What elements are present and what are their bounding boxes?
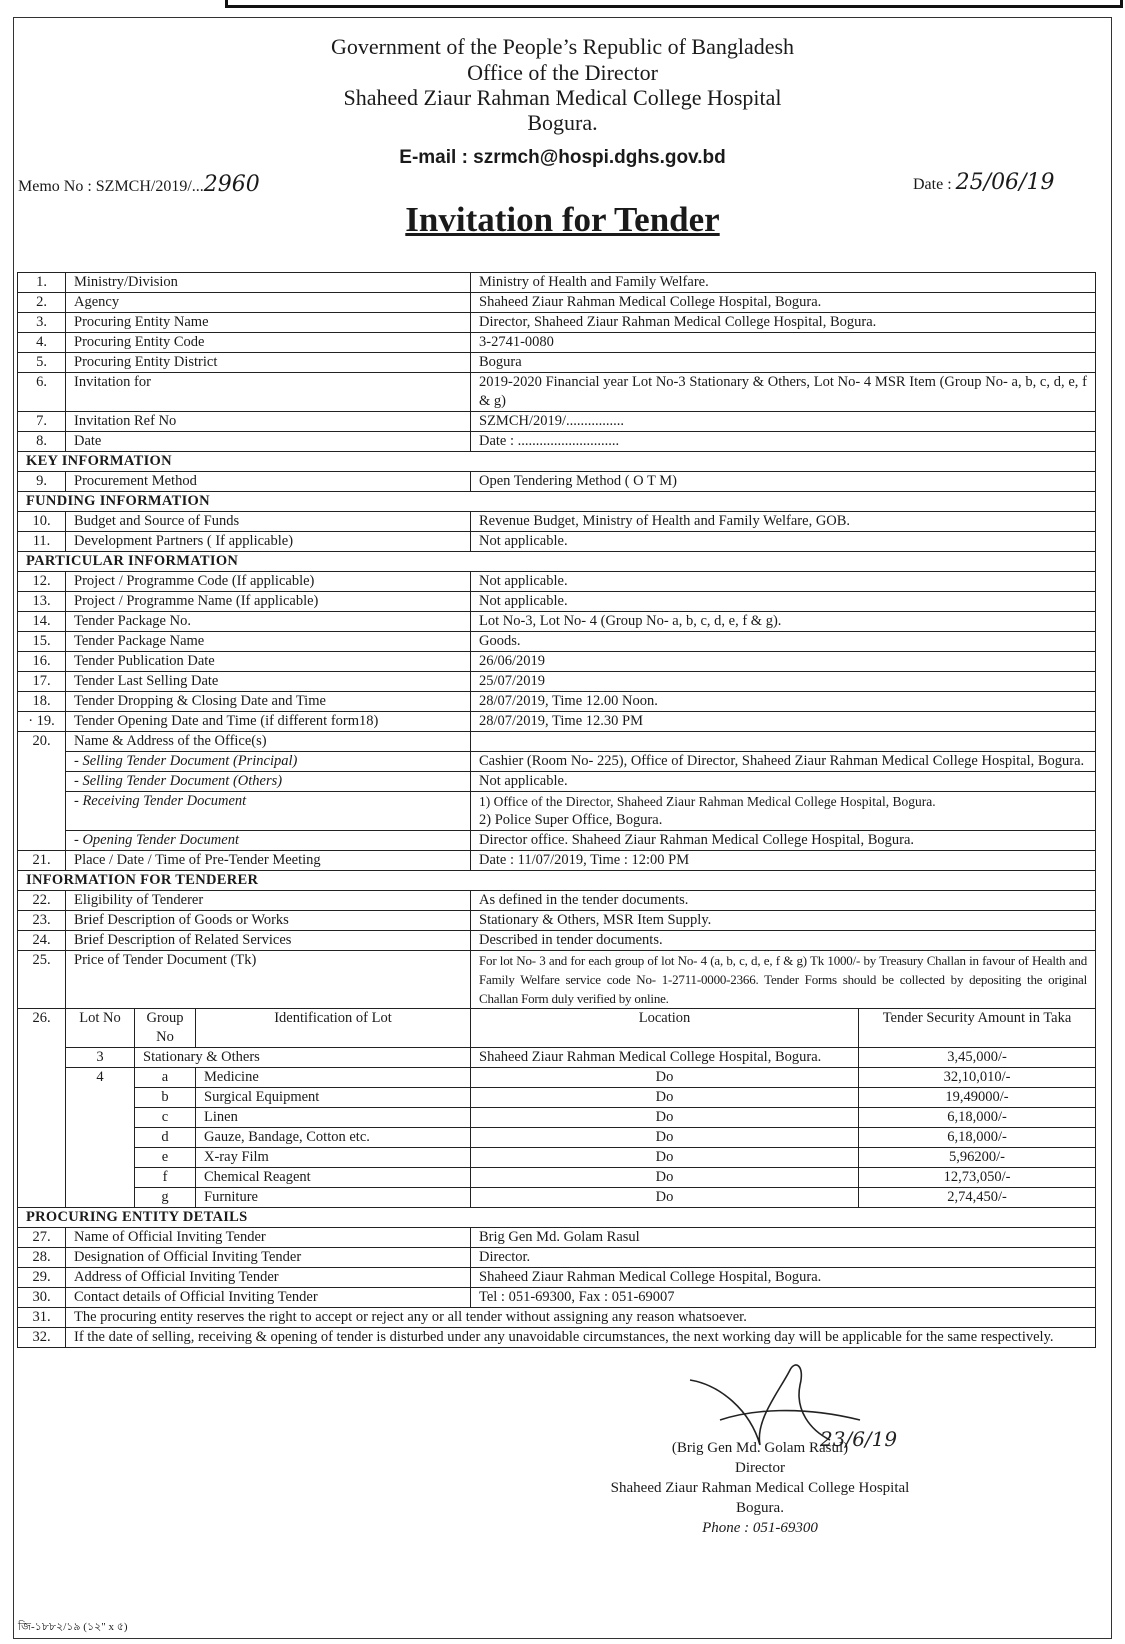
row-number: 31. bbox=[18, 1308, 66, 1328]
row-value: Date : 11/07/2019, Time : 12:00 PM bbox=[471, 851, 1096, 871]
lot-identification: Surgical Equipment bbox=[196, 1088, 471, 1108]
lot-amount: 6,18,000/- bbox=[859, 1128, 1096, 1148]
row-value: Date : ............................ bbox=[471, 432, 1096, 452]
header-office: Office of the Director bbox=[467, 60, 658, 85]
table-row bbox=[18, 1288, 1096, 1308]
row-note: If the date of selling, receiving & opening of tender is disturbed under any unavoidable circumstances, the next working day will be applicable for the same respectively. bbox=[66, 1328, 1096, 1348]
row-value-empty bbox=[471, 732, 1096, 752]
row-number: 22. bbox=[18, 891, 66, 911]
table-row bbox=[18, 851, 1096, 871]
row-number: · 19. bbox=[18, 712, 66, 732]
signatory-phone: Phone : 051-69300 bbox=[702, 1520, 818, 1536]
lot-location: Do bbox=[471, 1148, 859, 1168]
row-label: Project / Programme Name (If applicable) bbox=[66, 592, 471, 612]
date-handwritten-value: 25/06/19 bbox=[955, 170, 1055, 195]
table-row bbox=[18, 831, 1096, 851]
table-row bbox=[18, 1328, 1096, 1348]
group-letter: f bbox=[135, 1168, 196, 1188]
group-letter: e bbox=[135, 1148, 196, 1168]
table-row bbox=[18, 951, 1096, 1009]
lot-identification: Gauze, Bandage, Cotton etc. bbox=[196, 1128, 471, 1148]
lot-location: Do bbox=[471, 1168, 859, 1188]
lot-header-location: Location bbox=[471, 1009, 859, 1048]
row-label: Eligibility of Tenderer bbox=[66, 891, 471, 911]
table-row bbox=[18, 592, 1096, 612]
section-heading-row bbox=[18, 452, 1096, 472]
row-number: 10. bbox=[18, 512, 66, 532]
row-number: 11. bbox=[18, 532, 66, 552]
row-label: Procuring Entity District bbox=[66, 353, 471, 373]
header-city: Bogura. bbox=[527, 110, 598, 135]
row-value: Not applicable. bbox=[471, 772, 1096, 792]
row-value: 25/07/2019 bbox=[471, 672, 1096, 692]
row-label: Tender Opening Date and Time (if different form18) bbox=[66, 712, 471, 732]
memo-number bbox=[18, 172, 260, 197]
row-value: Described in tender documents. bbox=[471, 931, 1096, 951]
row-number: 18. bbox=[18, 692, 66, 712]
row-number: 29. bbox=[18, 1268, 66, 1288]
lot-identification: Chemical Reagent bbox=[196, 1168, 471, 1188]
row-value: Goods. bbox=[471, 632, 1096, 652]
memo-date bbox=[913, 170, 1054, 195]
table-row bbox=[18, 792, 1096, 812]
row-label: Agency bbox=[66, 293, 471, 313]
row-number: 21. bbox=[18, 851, 66, 871]
row-value: Revenue Budget, Ministry of Health and Family Welfare, GOB. bbox=[471, 512, 1096, 532]
table-row bbox=[18, 1268, 1096, 1288]
signatory-org: Shaheed Ziaur Rahman Medical College Hospital bbox=[610, 1480, 910, 1496]
table-row bbox=[18, 373, 1096, 412]
memo-label: Memo No : SZMCH/2019/... bbox=[18, 178, 204, 195]
row-label: Tender Package No. bbox=[66, 612, 471, 632]
row-label: Name & Address of the Office(s) bbox=[66, 732, 471, 752]
group-letter: g bbox=[135, 1188, 196, 1208]
lot-amount: 19,49000/- bbox=[859, 1088, 1096, 1108]
row-value: 1) Office of the Director, Shaheed Ziaur Rahman Medical College Hospital, Bogura. bbox=[471, 792, 1096, 812]
row-value: Ministry of Health and Family Welfare. bbox=[471, 273, 1096, 293]
signatory-name: (Brig Gen Md. Golam Rasul) bbox=[671, 1440, 849, 1456]
table-row bbox=[18, 1228, 1096, 1248]
lot-location: Do bbox=[471, 1128, 859, 1148]
row-value: Open Tendering Method ( O T M) bbox=[471, 472, 1096, 492]
lot-amount: 12,73,050/- bbox=[859, 1168, 1096, 1188]
lot-header-row bbox=[18, 1009, 1096, 1048]
row-label: Procurement Method bbox=[66, 472, 471, 492]
row-label: Tender Last Selling Date bbox=[66, 672, 471, 692]
row-note: The procuring entity reserves the right to accept or reject any or all tender without assigning any reason whatsoever. bbox=[66, 1308, 1096, 1328]
row-number: 28. bbox=[18, 1248, 66, 1268]
row-label: Budget and Source of Funds bbox=[66, 512, 471, 532]
lot-number: 3 bbox=[66, 1048, 135, 1068]
row-label: - Receiving Tender Document bbox=[66, 792, 471, 831]
lot-location: Do bbox=[471, 1108, 859, 1128]
row-value: Lot No-3, Lot No- 4 (Group No- a, b, c, d, e, f & g). bbox=[471, 612, 1096, 632]
row-number: 30. bbox=[18, 1288, 66, 1308]
lot-amount: 3,45,000/- bbox=[859, 1048, 1096, 1068]
lot-location: Shaheed Ziaur Rahman Medical College Hospital, Bogura. bbox=[471, 1048, 859, 1068]
date-label: Date : bbox=[913, 176, 952, 193]
lot-row bbox=[18, 1188, 1096, 1208]
row-label: Contact details of Official Inviting Tender bbox=[66, 1288, 471, 1308]
row-number: 15. bbox=[18, 632, 66, 652]
lot-location: Do bbox=[471, 1088, 859, 1108]
lot-identification: Medicine bbox=[196, 1068, 471, 1088]
row-label: Ministry/Division bbox=[66, 273, 471, 293]
table-row bbox=[18, 712, 1096, 732]
table-row bbox=[18, 632, 1096, 652]
row-value: Shaheed Ziaur Rahman Medical College Hospital, Bogura. bbox=[471, 293, 1096, 313]
row-number: 1. bbox=[18, 273, 66, 293]
table-row bbox=[18, 1248, 1096, 1268]
row-value: Director. bbox=[471, 1248, 1096, 1268]
section-heading-row bbox=[18, 1208, 1096, 1228]
row-label: Designation of Official Inviting Tender bbox=[66, 1248, 471, 1268]
signatory-city: Bogura. bbox=[736, 1500, 784, 1516]
row-label: Price of Tender Document (Tk) bbox=[66, 951, 471, 1009]
row-number: 3. bbox=[18, 313, 66, 333]
table-row bbox=[18, 432, 1096, 452]
row-number: 32. bbox=[18, 1328, 66, 1348]
lot-row bbox=[18, 1048, 1096, 1068]
row-value: 3-2741-0080 bbox=[471, 333, 1096, 353]
lot-number: 4 bbox=[66, 1068, 135, 1208]
table-row bbox=[18, 891, 1096, 911]
row-label: - Opening Tender Document bbox=[66, 831, 471, 851]
row-number: 6. bbox=[18, 373, 66, 412]
row-value: 2) Police Super Office, Bogura. bbox=[471, 811, 1096, 831]
top-border-bar bbox=[225, 0, 1123, 8]
row-label: Procuring Entity Name bbox=[66, 313, 471, 333]
table-row bbox=[18, 772, 1096, 792]
table-row bbox=[18, 313, 1096, 333]
row-value: As defined in the tender documents. bbox=[471, 891, 1096, 911]
group-letter: b bbox=[135, 1088, 196, 1108]
row-value: Not applicable. bbox=[471, 532, 1096, 552]
print-footer-code: জি-১৮৮২/১৯ (১২" x ৫) bbox=[18, 1621, 128, 1633]
lot-row bbox=[18, 1068, 1096, 1088]
row-number: 13. bbox=[18, 592, 66, 612]
tender-table bbox=[17, 272, 1096, 1348]
table-row bbox=[18, 692, 1096, 712]
lot-row bbox=[18, 1128, 1096, 1148]
row-value: Stationary & Others, MSR Item Supply. bbox=[471, 911, 1096, 931]
lot-location: Do bbox=[471, 1068, 859, 1088]
table-row bbox=[18, 512, 1096, 532]
row-value: Not applicable. bbox=[471, 572, 1096, 592]
lot-header-group-no: Group No bbox=[135, 1009, 196, 1048]
lot-identification: Furniture bbox=[196, 1188, 471, 1208]
page-title: Invitation for Tender bbox=[405, 200, 720, 239]
table-row bbox=[18, 1308, 1096, 1328]
row-label: Invitation Ref No bbox=[66, 412, 471, 432]
section-heading-row bbox=[18, 552, 1096, 572]
section-heading-row bbox=[18, 492, 1096, 512]
table-row bbox=[18, 572, 1096, 592]
lot-header-amount: Tender Security Amount in Taka bbox=[859, 1009, 1096, 1048]
lot-identification: Stationary & Others bbox=[135, 1048, 471, 1068]
row-value: For lot No- 3 and for each group of lot No- 4 (a, b, c, d, e, f & g) Tk 1000/- by Treasury Challan in favour of Health and Family Welfare service code No- 1-2711-0000-2366. Tender Forms should be collected by depositing the original Challan Form duly verified by online. bbox=[471, 951, 1096, 1009]
row-number: 26. bbox=[18, 1009, 66, 1208]
lot-header-identification: Identification of Lot bbox=[196, 1009, 471, 1048]
row-number: 12. bbox=[18, 572, 66, 592]
lot-amount: 2,74,450/- bbox=[859, 1188, 1096, 1208]
row-label: Procuring Entity Code bbox=[66, 333, 471, 353]
row-number: 24. bbox=[18, 931, 66, 951]
row-number: 27. bbox=[18, 1228, 66, 1248]
row-number: 2. bbox=[18, 293, 66, 313]
row-value: Brig Gen Md. Golam Rasul bbox=[471, 1228, 1096, 1248]
row-value: SZMCH/2019/................ bbox=[471, 412, 1096, 432]
row-number: 23. bbox=[18, 911, 66, 931]
memo-handwritten-number: 2960 bbox=[203, 172, 260, 197]
row-label: Development Partners ( If applicable) bbox=[66, 532, 471, 552]
row-label: Tender Publication Date bbox=[66, 652, 471, 672]
lot-identification: X-ray Film bbox=[196, 1148, 471, 1168]
row-label: Project / Programme Code (If applicable) bbox=[66, 572, 471, 592]
row-label: Tender Package Name bbox=[66, 632, 471, 652]
row-number: 17. bbox=[18, 672, 66, 692]
table-row bbox=[18, 672, 1096, 692]
row-label: - Selling Tender Document (Principal) bbox=[66, 752, 471, 772]
row-number: 5. bbox=[18, 353, 66, 373]
row-number: 4. bbox=[18, 333, 66, 353]
row-value: Director, Shaheed Ziaur Rahman Medical College Hospital, Bogura. bbox=[471, 313, 1096, 333]
table-row bbox=[18, 652, 1096, 672]
signatory-designation: Director bbox=[735, 1460, 785, 1476]
row-label: - Selling Tender Document (Others) bbox=[66, 772, 471, 792]
table-row bbox=[18, 931, 1096, 951]
section-heading-row bbox=[18, 871, 1096, 891]
row-value: Cashier (Room No- 225), Office of Director, Shaheed Ziaur Rahman Medical College Hospital, Bogura. bbox=[471, 752, 1096, 772]
table-row bbox=[18, 333, 1096, 353]
row-value: Director office. Shaheed Ziaur Rahman Medical College Hospital, Bogura. bbox=[471, 831, 1096, 851]
signature-date: 23/6/19 bbox=[820, 1427, 898, 1451]
table-row bbox=[18, 532, 1096, 552]
section-heading: PARTICULAR INFORMATION bbox=[18, 552, 1096, 572]
section-heading: PROCURING ENTITY DETAILS bbox=[18, 1208, 1096, 1228]
row-label: Date bbox=[66, 432, 471, 452]
row-number: 16. bbox=[18, 652, 66, 672]
table-row bbox=[18, 732, 1096, 752]
row-value: 28/07/2019, Time 12.00 Noon. bbox=[471, 692, 1096, 712]
group-letter: c bbox=[135, 1108, 196, 1128]
row-label: Brief Description of Goods or Works bbox=[66, 911, 471, 931]
lot-location: Do bbox=[471, 1188, 859, 1208]
lot-row bbox=[18, 1088, 1096, 1108]
section-heading: KEY INFORMATION bbox=[18, 452, 1096, 472]
row-number: 20. bbox=[18, 732, 66, 851]
lot-row bbox=[18, 1108, 1096, 1128]
row-value: Tel : 051-69300, Fax : 051-69007 bbox=[471, 1288, 1096, 1308]
row-number: 8. bbox=[18, 432, 66, 452]
row-value: 28/07/2019, Time 12.30 PM bbox=[471, 712, 1096, 732]
group-letter: d bbox=[135, 1128, 196, 1148]
row-label: Address of Official Inviting Tender bbox=[66, 1268, 471, 1288]
lot-identification: Linen bbox=[196, 1108, 471, 1128]
header-email: E-mail : szrmch@hospi.dghs.gov.bd bbox=[399, 147, 726, 168]
row-label: Name of Official Inviting Tender bbox=[66, 1228, 471, 1248]
table-row bbox=[18, 911, 1096, 931]
lot-row bbox=[18, 1168, 1096, 1188]
table-row bbox=[18, 273, 1096, 293]
table-row bbox=[18, 353, 1096, 373]
section-heading: INFORMATION FOR TENDERER bbox=[18, 871, 1096, 891]
table-row bbox=[18, 612, 1096, 632]
lot-amount: 32,10,010/- bbox=[859, 1068, 1096, 1088]
lot-row bbox=[18, 1148, 1096, 1168]
row-label: Place / Date / Time of Pre-Tender Meeting bbox=[66, 851, 471, 871]
row-value: 2019-2020 Financial year Lot No-3 Stationary & Others, Lot No- 4 MSR Item (Group No- a, b, c, d, e, f & g) bbox=[471, 373, 1096, 412]
table-row bbox=[18, 412, 1096, 432]
row-value: Shaheed Ziaur Rahman Medical College Hospital, Bogura. bbox=[471, 1268, 1096, 1288]
row-label: Invitation for bbox=[66, 373, 471, 412]
table-row bbox=[18, 293, 1096, 313]
lot-header-lot-no: Lot No bbox=[66, 1009, 135, 1048]
table-row bbox=[18, 472, 1096, 492]
row-number: 25. bbox=[18, 951, 66, 1009]
table-row bbox=[18, 752, 1096, 772]
row-value: Bogura bbox=[471, 353, 1096, 373]
row-label: Brief Description of Related Services bbox=[66, 931, 471, 951]
group-letter: a bbox=[135, 1068, 196, 1088]
row-number: 14. bbox=[18, 612, 66, 632]
lot-amount: 6,18,000/- bbox=[859, 1108, 1096, 1128]
header-hospital: Shaheed Ziaur Rahman Medical College Hospital bbox=[343, 85, 782, 110]
row-label: Tender Dropping & Closing Date and Time bbox=[66, 692, 471, 712]
row-value: Not applicable. bbox=[471, 592, 1096, 612]
header-government: Government of the People’s Republic of Bangladesh bbox=[330, 34, 795, 59]
row-value: 26/06/2019 bbox=[471, 652, 1096, 672]
section-heading: FUNDING INFORMATION bbox=[18, 492, 1096, 512]
row-number: 7. bbox=[18, 412, 66, 432]
lot-amount: 5,96200/- bbox=[859, 1148, 1096, 1168]
signature-block bbox=[560, 1438, 960, 1538]
row-number: 9. bbox=[18, 472, 66, 492]
